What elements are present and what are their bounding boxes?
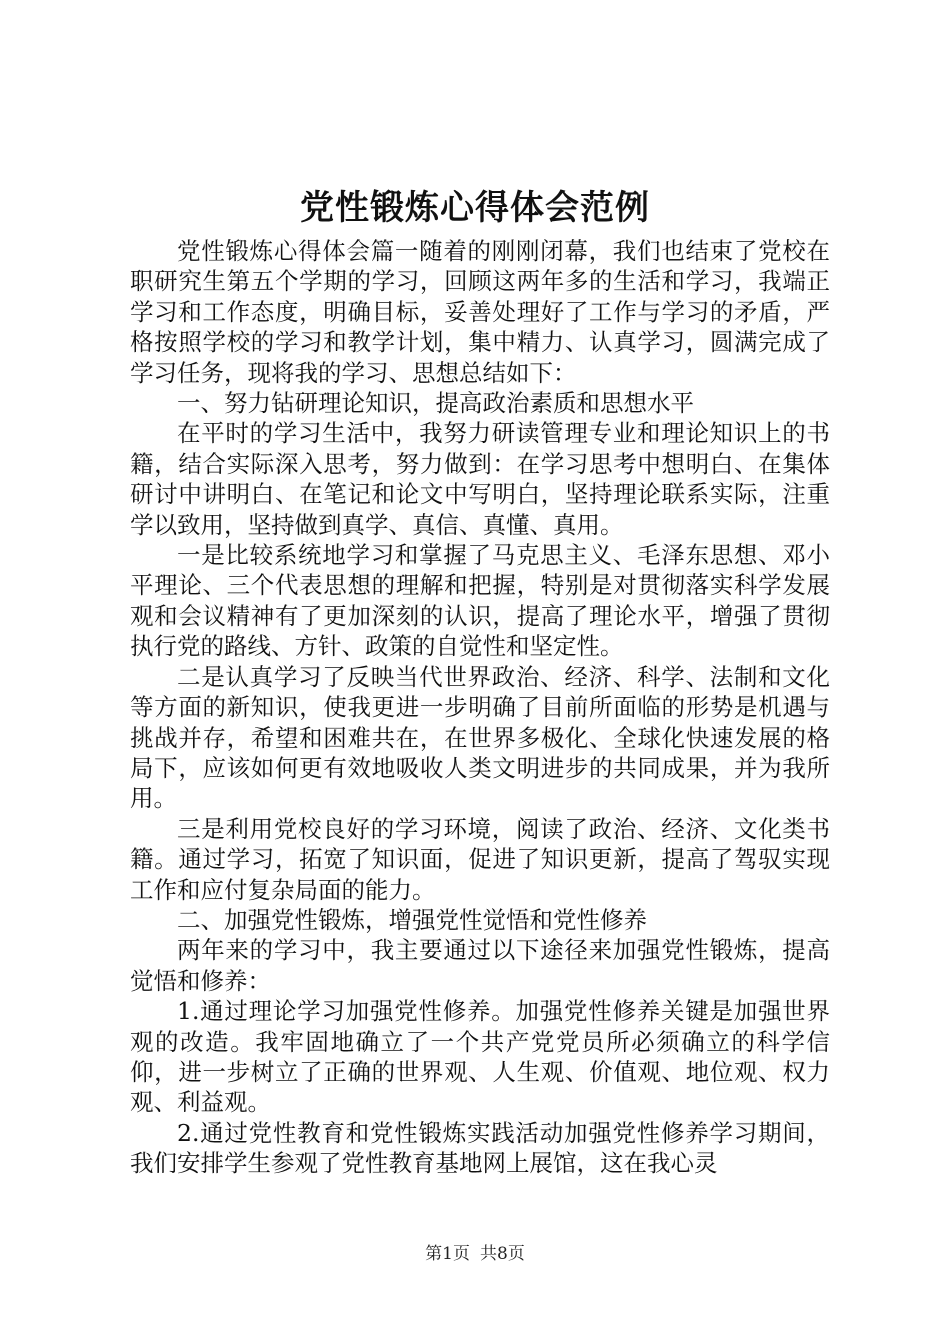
- page-number: 第1页: [425, 1244, 470, 1264]
- paragraph: 一是比较系统地学习和掌握了马克思主义、毛泽东思想、邓小平理论、三个代表思想的理解和把握，特别是对贯彻落实科学发展观和会议精神有了更加深刻的认识，提高了理论水平，增强了贯彻执行党的路线、方针、政策的自觉性和坚定性。: [130, 541, 830, 661]
- paragraph: 2.通过党性教育和党性锻炼实践活动加强党性修养学习期间，我们安排学生参观了党性教育基地网上展馆，这在我心灵: [130, 1118, 830, 1178]
- paragraph: 二是认真学习了反映当代世界政治、经济、科学、法制和文化等方面的新知识，使我更进一步明确了目前所面临的形势是机遇与挑战并存，希望和困难共在，在世界多极化、全球化快速发展的格局下，应该如何更有效地吸收人类文明进步的共同成果，并为我所用。: [130, 662, 830, 813]
- paragraph: 两年来的学习中，我主要通过以下途径来加强党性锻炼，提高觉悟和修养：: [130, 936, 830, 995]
- paragraph: 三是利用党校良好的学习环境，阅读了政治、经济、文化类书籍。通过学习，拓宽了知识面，促进了知识更新，提高了驾驭实现工作和应付复杂局面的能力。: [130, 814, 830, 904]
- document-body: [130, 236, 830, 1179]
- page-total: 共8页: [480, 1244, 525, 1264]
- section-heading-2: 二、加强党性锻炼，增强党性觉悟和党性修养: [177, 905, 647, 934]
- paragraph-intro: 党性锻炼心得体会篇一随着的刚刚闭幕，我们也结束了党校在职研究生第五个学期的学习，回顾这两年多的生活和学习，我端正学习和工作态度，明确目标，妥善处理好了工作与学习的矛盾，严格按照学校的学习和教学计划，集中精力、认真学习，圆满完成了学习任务，现将我的学习、思想总结如下：: [130, 237, 830, 387]
- paragraph: 在平时的学习生活中，我努力研读管理专业和理论知识上的书籍，结合实际深入思考，努力做到：在学习思考中想明白、在集体研讨中讲明白、在笔记和论文中写明白，坚持理论联系实际，注重学以致用，坚持做到真学、真信、真懂、真用。: [130, 419, 830, 539]
- paragraph: 1.通过理论学习加强党性修养。加强党性修养关键是加强世界观的改造。我牢固地确立了一个共产党党员所必须确立的科学信仰，进一步树立了正确的世界观、人生观、价值观、地位观、权力观、利益观。: [130, 997, 830, 1117]
- document-title: 党性锻炼心得体会范例: [300, 188, 650, 228]
- section-heading-1: 一、努力钻研理论知识，提高政治素质和思想水平: [177, 389, 694, 418]
- page-footer: [0, 1243, 950, 1265]
